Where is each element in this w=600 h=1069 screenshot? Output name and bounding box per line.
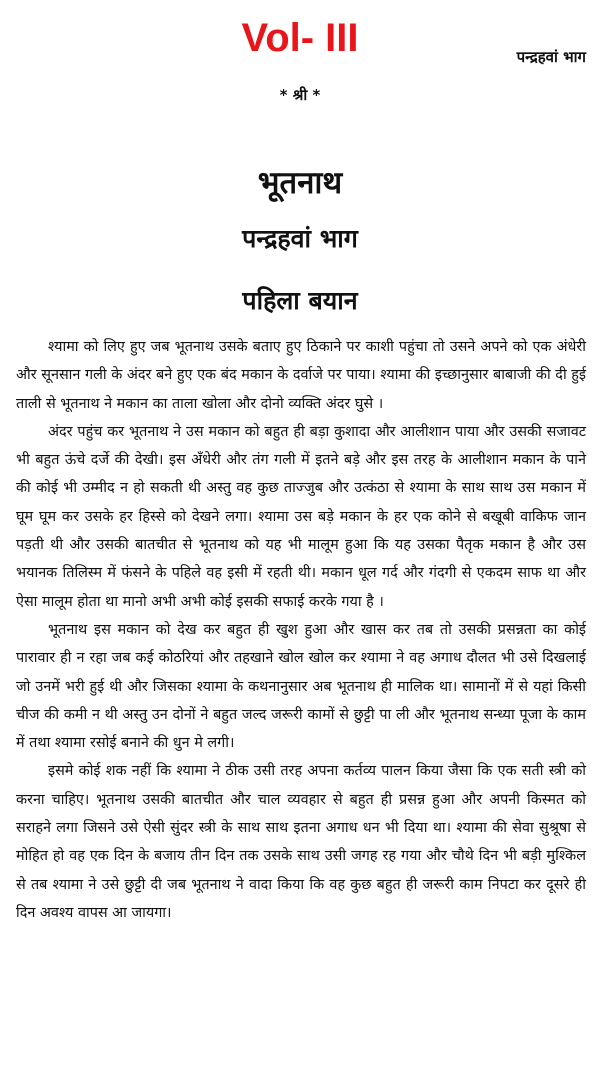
invocation: * श्री *	[279, 86, 321, 104]
paragraph: अंदर पहुंच कर भूतनाथ ने उस मकान को बहुत ही बड़ा कुशादा और आलीशान पाया और उसकी सजावट भी बहुत ऊंचे दर्जे की देखी। इस अँधेरी और तंग गली में इतने बड़े और इस तरह के आलीशान मकान के पाने की कोई भी उम्मीद न हो सकती थी अस्तु वह कुछ ताज्जुब और उत्कंठा से श्यामा के साथ साथ उस मकान में घूम घूम कर उसके हर हिस्से को देखने लगा। श्यामा उस बड़े मकान के हर एक कोने से बखूबी वाकिफ जान पड़ती थी और उसकी बातचीत से भूतनाथ को यह भी मालूम हुआ कि यह उसका पैतृक मकान है और उस भयानक तिलिस्म में फंसने के पहिले वह इसी में रहती थी। मकान धूल गर्द और गंदगी से एकदम साफ था और ऐसा मालूम होता था मानो अभी अभी कोई इसकी सफाई करके गया है ।	[16, 423, 586, 610]
body-text	[16, 333, 586, 927]
book-subtitle: पन्द्रहवां भाग	[242, 224, 358, 253]
volume-label: Vol- III	[241, 16, 359, 60]
paragraph: श्यामा को लिए हुए जब भूतनाथ उसके बताए हुए ठिकाने पर काशी पहुंचा तो उसने अपने को एक अंधेरी और सूनसान गली के अंदर बने हुए एक बंद मकान के दर्वाजे पर पाया। श्यामा की इच्छानुसार बाबाजी की दी हुई ताली से भूतनाथ ने मकान का ताला खोला और दोनो व्यक्ति अंदर घुसे ।	[16, 339, 586, 412]
chapter-heading: पहिला बयान	[242, 286, 358, 315]
part-label: पन्द्रहवां भाग	[516, 48, 586, 66]
book-title: भूतनाथ	[257, 165, 343, 201]
paragraph: इसमे कोई शक नहीं कि श्यामा ने ठीक उसी तरह अपना कर्तव्य पालन किया जैसा कि एक सती स्त्री को करना चाहिए। भूतनाथ उसकी बातचीत और चाल व्यवहार से बहुत ही प्रसन्न हुआ और अपनी किस्मत को सराहने लगा जिसने उसे ऐसी सुंदर स्त्री के साथ साथ इतना अगाध धन भी दिया था। श्यामा की सेवा सुश्रूषा से मोहित हो वह एक दिन के बजाय तीन दिन तक उसके साथ उसी जगह रह गया और चौथे दिन भी बड़ी मुश्किल से तब श्यामा ने उसे छुट्टी दी जब भूतनाथ ने वादा किया कि वह कुछ बहुत ही जरूरी काम निपटा कर दूसरे ही दिन अवश्य वापस आ जायगा।	[16, 763, 586, 921]
paragraph: भूतनाथ इस मकान को देख कर बहुत ही खुश हुआ और खास कर तब तो उसकी प्रसन्नता का कोई पारावार ही न रहा जब कई कोठरियां और तहखाने खोल खोल कर श्यामा ने वह अगाध दौलत भी उसे दिखलाई जो उनमें भरी हुई थी और जिसका श्यामा के कथनानुसार अब भूतनाथ ही मालिक था। सामानों में से यहां किसी चीज की कमी न थी अस्तु उन दोनों ने बहुत जल्द जरूरी कामों से छुट्टी पा ली और भूतनाथ सन्ध्या पूजा के काम में तथा श्यामा रसोई बनाने की धुन मे लगी।	[16, 621, 586, 752]
